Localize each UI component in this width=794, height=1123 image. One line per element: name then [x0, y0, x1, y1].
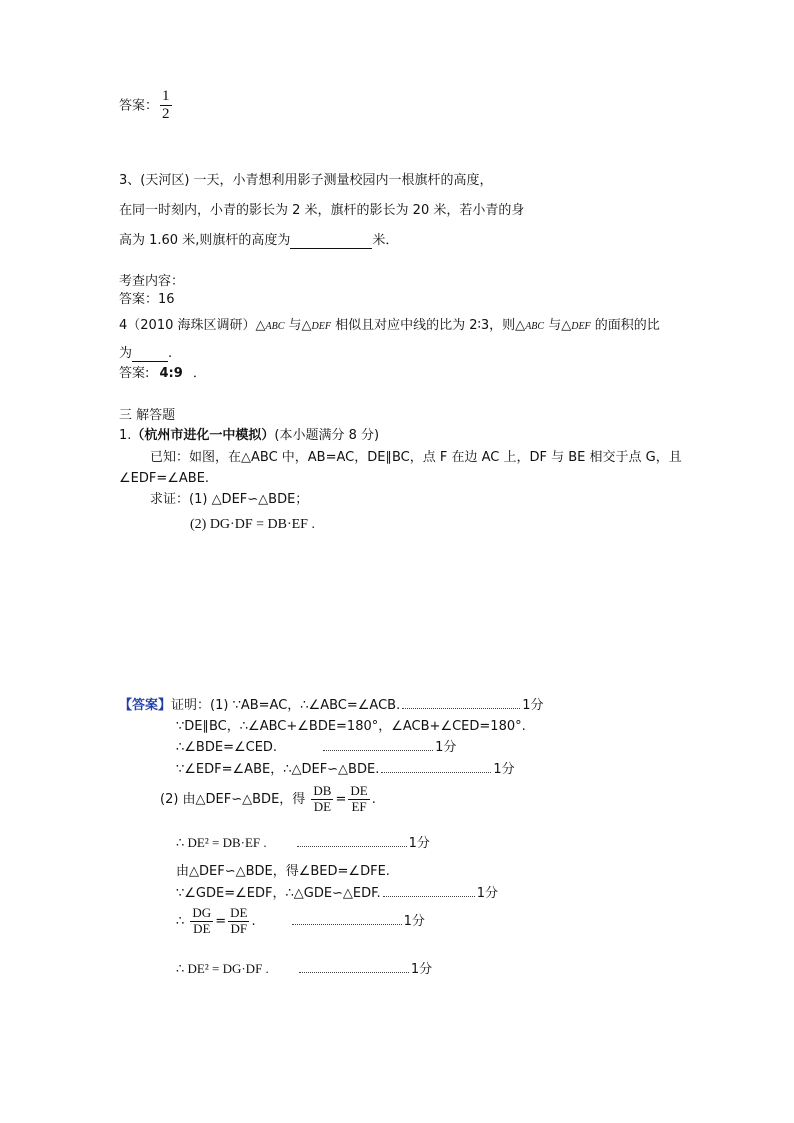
q4-answer	[119, 366, 206, 382]
fraction-denominator: 2	[162, 106, 170, 123]
q2-answer-fraction	[160, 88, 172, 124]
score-label: 1分	[410, 962, 433, 977]
fraction-numerator: 1	[160, 88, 172, 106]
fraction-denominator: DE	[313, 798, 332, 814]
fraction-db-de	[311, 784, 333, 815]
q3-answer-blank	[290, 236, 372, 249]
solution-l10: ∴ DE² = DG·DF .	[176, 961, 269, 976]
solution-l4: ∵∠EDF=∠ABE，∴△DEF∽△BDE.	[176, 762, 380, 777]
q1-source: （杭州市进化一中模拟）	[131, 428, 275, 443]
q1-given2: ∠EDF=∠ABE.	[119, 471, 210, 486]
q4-line2-pre: 为	[119, 346, 133, 361]
q2-answer	[119, 88, 174, 124]
q1-header	[119, 428, 379, 444]
q1-prove2: (2) DG·DF = DB·EF .	[190, 517, 315, 532]
q3-line3-text: 高为 1.60 米,则旗杆的高度为	[119, 233, 291, 248]
solution-l6: ∴ DE² = DB·EF .	[176, 835, 267, 850]
q4-mid1: 与△	[284, 318, 312, 333]
q4-abc: ABC	[265, 321, 285, 332]
q4-answer-value: 4:9	[159, 366, 183, 381]
solution-l9-pre: ∴	[176, 913, 185, 929]
solution-l1: 证明：(1) ∵AB=AC，∴∠ABC=∠ACB.	[171, 698, 401, 713]
fraction-denominator: DE	[193, 920, 211, 936]
q4-line2-post: .	[168, 346, 173, 361]
solution-line1	[119, 698, 544, 714]
q1-prove	[150, 492, 308, 508]
solution-line3	[176, 740, 456, 756]
q4-answer-blank	[132, 349, 168, 362]
solution-line9	[176, 906, 425, 937]
q4-mid2: 相似且对应中线的比为 2∶3，则△	[330, 318, 526, 333]
score-leader	[299, 963, 409, 973]
solution-line5	[160, 784, 376, 815]
q1-prove1: (1) △DEF∽△BDE；	[189, 492, 309, 507]
score-label: 1分	[522, 698, 544, 713]
solution-line2: ∵DE∥BC，∴∠ABC+∠BDE=180°，∠ACB+∠CED=180°.	[176, 719, 526, 734]
q4-abc2: ABC	[525, 321, 545, 332]
answer-tag: 【答案】	[119, 698, 172, 713]
q2-answer-label: 答案：	[119, 98, 159, 114]
solution-line6	[176, 835, 430, 852]
fraction-numerator: DE	[350, 783, 368, 798]
q3-line1: 3、(天河区) 一天，小青想利用影子测量校园内一根旗杆的高度，	[119, 173, 493, 188]
solution-l8: ∵∠GDE=∠EDF，∴△GDE∽△EDF.	[176, 886, 381, 901]
q3-line2: 在同一时刻内，小青的影长为 2 米，旗杆的影长为 20 米，若小青的身	[119, 203, 525, 218]
fraction-de-df	[228, 906, 249, 937]
q1-number: 1.	[119, 428, 132, 443]
solution-line8	[176, 886, 498, 902]
fraction-denominator: DF	[230, 920, 248, 936]
fraction-de-ef	[348, 784, 369, 815]
equals-sign: =	[215, 913, 227, 929]
score-label: 1分	[493, 762, 515, 777]
solution-line7: 由△DEF∽△BDE，得∠BED=∠DFE.	[176, 864, 390, 879]
score-leader	[402, 699, 520, 709]
section-title: 三 解答题	[119, 408, 176, 423]
q4-post: 的面积的比	[590, 318, 660, 333]
fraction-numerator: DE	[230, 905, 248, 920]
score-label: 1分	[435, 740, 457, 755]
q4-def: DEF	[311, 321, 331, 332]
q1-score: (本小题满分 8 分)	[274, 428, 380, 443]
score-label: 1分	[476, 886, 498, 901]
score-label: 1分	[408, 836, 430, 851]
fraction-dg-de	[190, 906, 213, 937]
q4-answer-tail: ．	[192, 366, 206, 381]
q1-given: 已知：如图，在△ABC 中，AB=AC，DE∥BC，点 F 在边 AC 上，DF 与 BE 相交于点 G，且	[150, 450, 682, 465]
solution-line10	[176, 961, 432, 978]
period: .	[251, 913, 256, 929]
q3-answer: 答案：16	[119, 292, 175, 307]
fraction-denominator: EF	[351, 798, 367, 814]
score-label: 1分	[403, 913, 425, 929]
fraction-numerator: DG	[192, 905, 212, 920]
q4-line1	[119, 318, 660, 334]
solution-l5-pre: (2) 由△DEF∽△BDE，得	[160, 791, 306, 807]
equals-sign: =	[335, 791, 347, 807]
fraction-numerator: DB	[313, 783, 332, 798]
score-leader	[323, 741, 433, 751]
q4-mid3: 与△	[544, 318, 572, 333]
q3-line3-unit: 米．	[372, 233, 399, 248]
solution-line4	[176, 762, 515, 778]
score-leader	[381, 763, 491, 773]
q4-line2	[119, 346, 172, 362]
period: .	[371, 791, 376, 807]
q1-prove-label: 求证：	[150, 492, 190, 507]
triangle-symbol: △	[255, 318, 266, 333]
solution-l3: ∴∠BDE=∠CED.	[176, 740, 278, 755]
score-leader	[383, 887, 475, 897]
q3-line3	[119, 233, 398, 249]
q4-prefix: 4（2010 海珠区调研）	[119, 318, 256, 333]
q4-def2: DEF	[571, 321, 591, 332]
score-leader	[292, 915, 402, 925]
score-leader	[297, 837, 407, 847]
q4-answer-label: 答案:	[119, 366, 154, 381]
q3-content-label: 考查内容：	[119, 274, 185, 289]
